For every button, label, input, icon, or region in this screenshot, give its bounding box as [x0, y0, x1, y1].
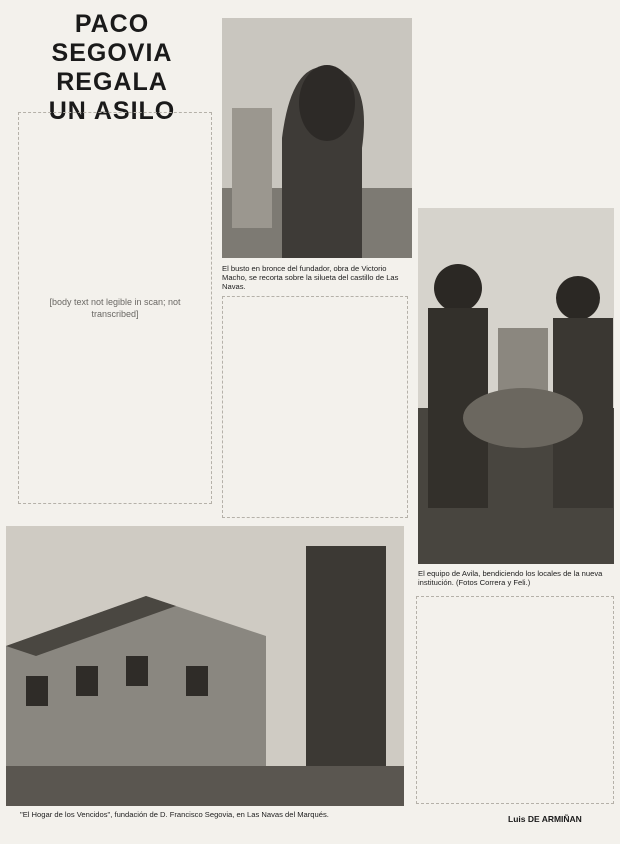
body-text-column-3: [416, 596, 614, 804]
headline-line-3: UN ASILO: [48, 97, 176, 125]
building-photo: [6, 526, 404, 806]
building-caption: "El Hogar de los Vencidos", fundación de D. Francisco Segovia, en Las Navas del Marqués.: [20, 810, 329, 819]
team-photo: [418, 208, 614, 564]
body-text-column-1: [18, 112, 212, 504]
headline-line-1: PACO SEGOVIA: [51, 10, 173, 67]
author-signature: Luis DE ARMIÑAN: [508, 814, 582, 824]
body-note: [body text not legible in scan; not transcribed]: [49, 297, 181, 319]
headline-line-2: REGALA: [56, 68, 168, 96]
bust-photo: [222, 18, 412, 258]
body-text-column-2: [222, 296, 408, 518]
headline: [14, 10, 210, 126]
team-caption: El equipo de Avila, bendiciendo los locales de la nueva institución. (Fotos Correra y Feli.): [418, 569, 603, 587]
bust-caption: El busto en bronce del fundador, obra de Victorio Macho, se recorta sobre la silueta del castillo de Las Navas.: [222, 264, 399, 291]
